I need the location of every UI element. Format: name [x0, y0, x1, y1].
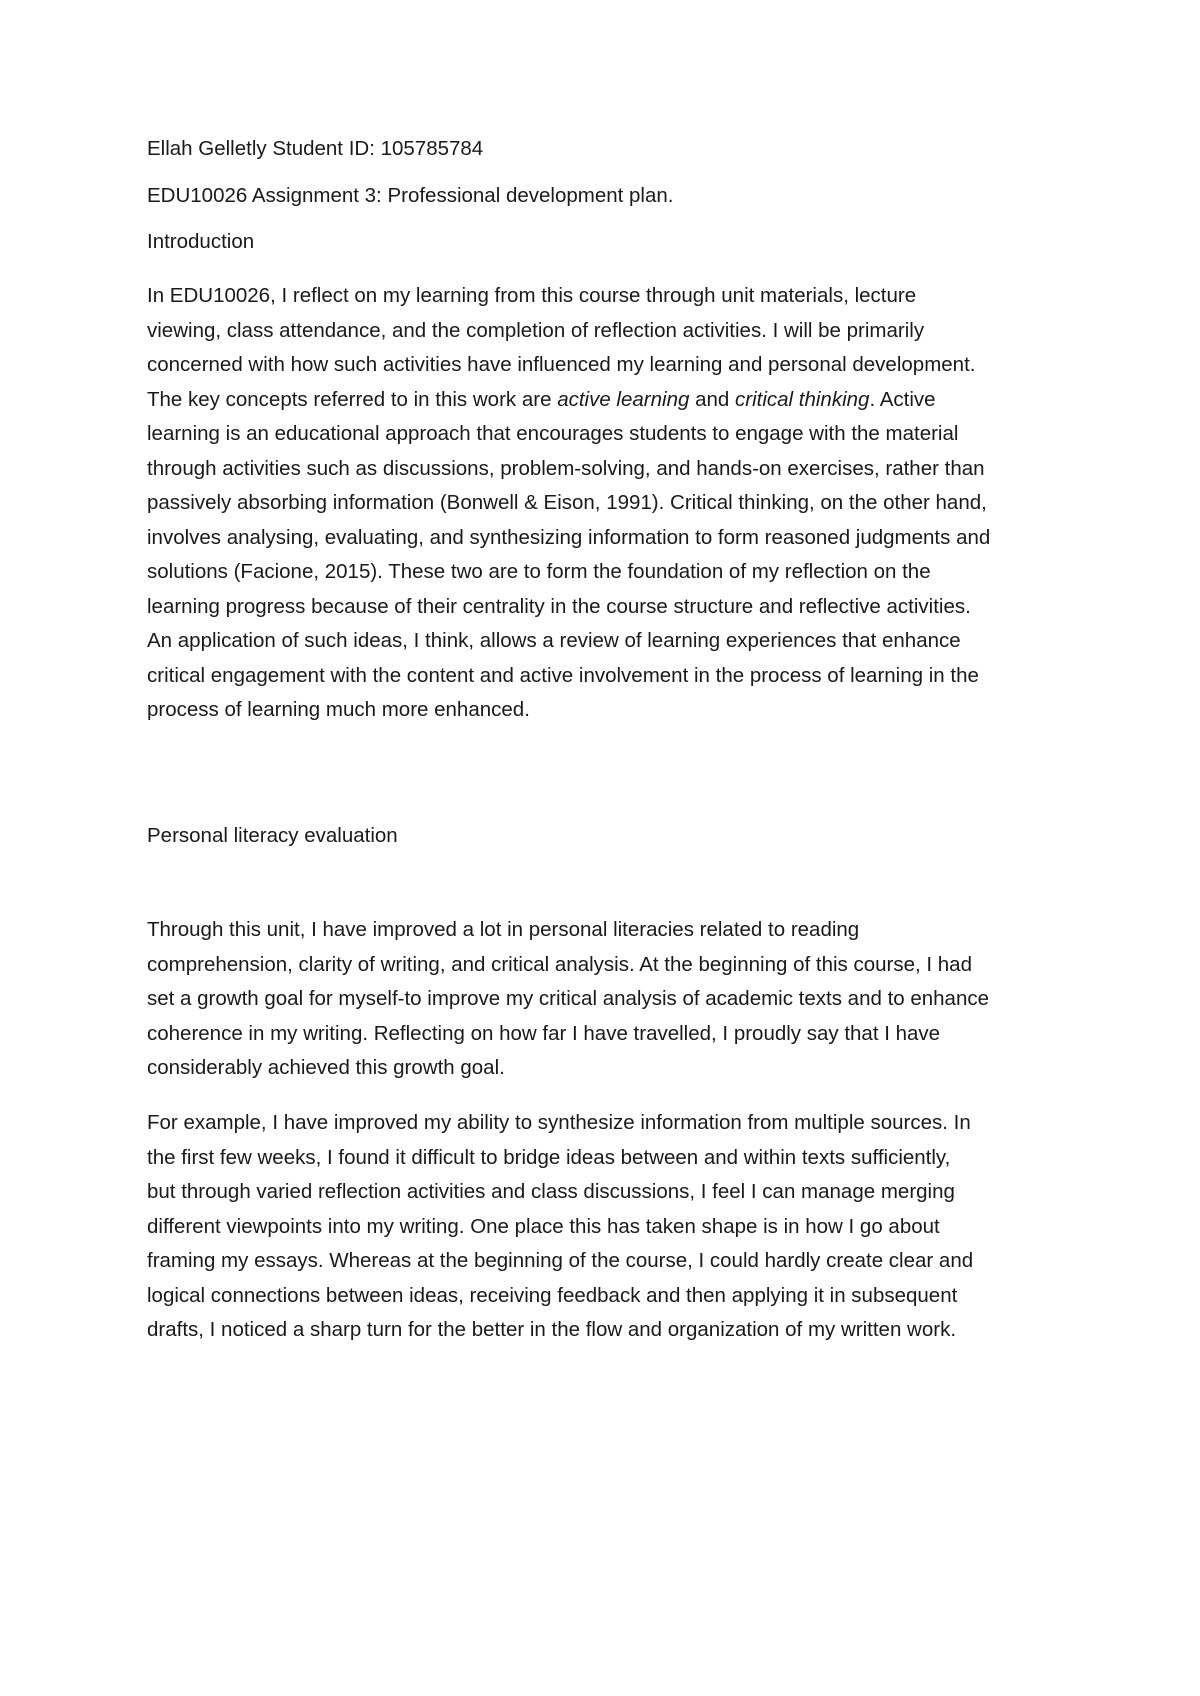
assignment-title: EDU10026 Assignment 3: Professional development plan.	[147, 184, 674, 207]
paragraph-line: involves analysing, evaluating, and synthesizing information to form reasoned judgments and	[147, 525, 991, 549]
paragraph-line: coherence in my writing. Reflecting on how far I have travelled, I proudly say that I have	[147, 1021, 941, 1045]
paragraph-line: learning progress because of their centrality in the course structure and reflective activities.	[147, 594, 971, 618]
paragraph-line: Through this unit, I have improved a lot in personal literacies related to reading	[147, 918, 860, 941]
paragraph-line: the first few weeks, I found it difficult to bridge ideas between and within texts sufficiently,	[147, 1145, 951, 1169]
paragraph-line: comprehension, clarity of writing, and critical analysis. At the beginning of this course, I had	[147, 952, 972, 976]
paragraph-line: An application of such ideas, I think, allows a review of learning experiences that enhance	[147, 629, 961, 652]
paragraph-line: through activities such as discussions, problem-solving, and hands-on exercises, rather than	[147, 456, 985, 480]
term-active-learning: active learning	[557, 387, 690, 411]
paragraph-line: concerned with how such activities have influenced my learning and personal development.	[147, 353, 976, 376]
line-text: . Active	[869, 387, 936, 411]
paragraph-line: logical connections between ideas, receiving feedback and then applying it in subsequent	[147, 1283, 958, 1307]
paragraph-line: process of learning much more enhanced.	[147, 698, 530, 721]
paragraph-line: drafts, I noticed a sharp turn for the better in the flow and organization of my written work.	[147, 1318, 957, 1341]
line-text: and	[689, 387, 735, 411]
paragraph-line: but through varied reflection activities and class discussions, I feel I can manage merging	[147, 1180, 955, 1203]
introduction-heading: Introduction	[147, 230, 255, 253]
literacy-paragraph-1	[147, 913, 989, 1086]
line-text: The key concepts referred to in this work are	[147, 387, 558, 411]
paragraph-line: viewing, class attendance, and the completion of reflection activities. I will be primarily	[147, 318, 925, 342]
paragraph-line: In EDU10026, I reflect on my learning from this course through unit materials, lecture	[147, 284, 917, 307]
introduction-paragraph	[147, 279, 990, 728]
paragraph-line: passively absorbing information (Bonwell & Eison, 1991). Critical thinking, on the other hand,	[147, 491, 987, 514]
paragraph-line	[147, 383, 990, 418]
paragraph-line: solutions (Facione, 2015). These two are to form the foundation of my reflection on the	[147, 560, 931, 583]
paragraph-line: set a growth goal for myself-to improve my critical analysis of academic texts and to enhance	[147, 987, 990, 1010]
student-name-id: Ellah Gelletly Student ID: 105785784	[147, 137, 484, 160]
paragraph-line: critical engagement with the content and active involvement in the process of learning in the	[147, 663, 979, 687]
paragraph-line: considerably achieved this growth goal.	[147, 1056, 505, 1079]
literacy-heading: Personal literacy evaluation	[147, 824, 398, 847]
paragraph-line: framing my essays. Whereas at the beginning of the course, I could hardly create clear and	[147, 1249, 974, 1272]
paragraph-line: For example, I have improved my ability to synthesize information from multiple sources. In	[147, 1111, 971, 1134]
literacy-paragraph-2	[147, 1106, 973, 1348]
paragraph-line: different viewpoints into my writing. One place this has taken shape is in how I go about	[147, 1214, 940, 1238]
term-critical-thinking: critical thinking	[735, 387, 870, 411]
paragraph-line: learning is an educational approach that encourages students to engage with the material	[147, 422, 959, 445]
